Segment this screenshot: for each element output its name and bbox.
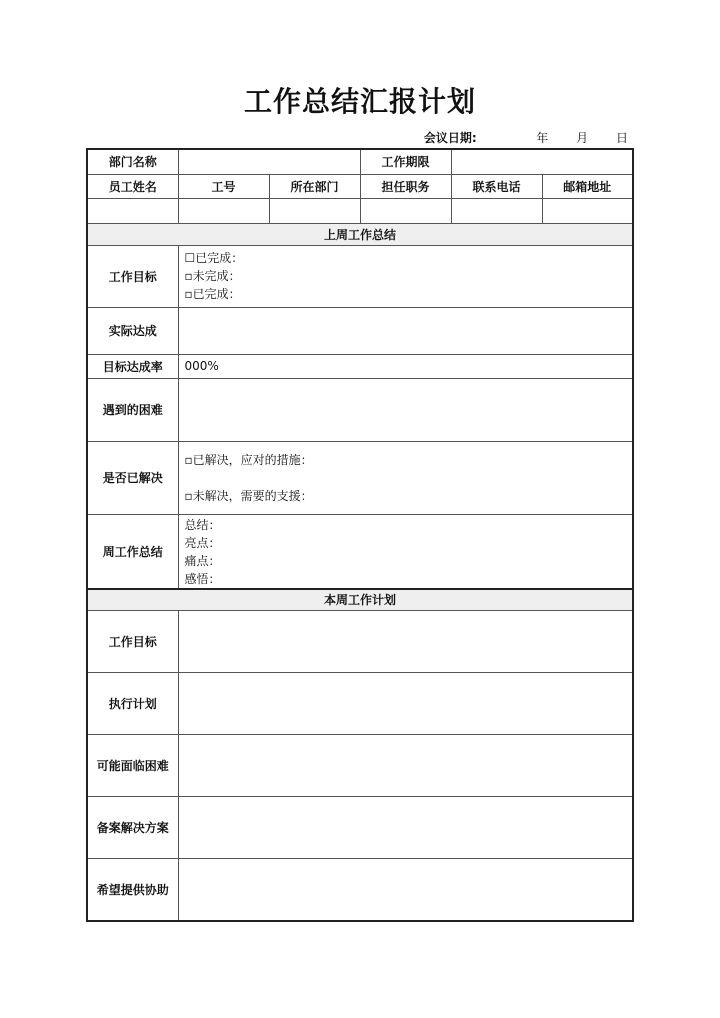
phone-field[interactable]: [451, 198, 542, 223]
report-form: [86, 148, 634, 922]
col-phone: 联系电话: [451, 174, 542, 198]
possible-difficulty-field[interactable]: [178, 735, 633, 797]
dept-name-label: 部门名称: [87, 149, 178, 174]
col-employee-id: 工号: [178, 174, 269, 198]
employee-id-field[interactable]: [178, 198, 269, 223]
goal-completed-line-2: ▫已完成：: [184, 287, 241, 301]
resolved-yes-line: ▫已解决，应对的措施：: [184, 452, 313, 467]
dept-name-field[interactable]: [178, 149, 360, 174]
position-field[interactable]: [360, 198, 451, 223]
resolved-no-line: ▫未解决，需要的支援：: [184, 488, 313, 503]
weekly-summary-label: 周工作总结: [87, 514, 178, 589]
col-position: 担任职务: [360, 174, 451, 198]
col-department: 所在部门: [269, 174, 360, 198]
day-label: 日: [615, 131, 628, 145]
year-label: 年: [536, 131, 549, 145]
employee-name-field[interactable]: [87, 198, 178, 223]
summary-line: 总结：: [184, 517, 221, 532]
assistance-label: 希望提供协助: [87, 859, 178, 921]
work-period-field[interactable]: [451, 149, 633, 174]
resolved-field[interactable]: [178, 441, 633, 514]
this-week-section-title: 本周工作计划: [87, 589, 633, 611]
achieved-field[interactable]: [178, 307, 633, 354]
goal-uncompleted-line: ▫未完成：: [184, 269, 241, 283]
work-period-label: 工作期限: [360, 149, 451, 174]
plan-goal-label: 工作目标: [87, 611, 178, 673]
goal-completed-line: ☐已完成：: [184, 251, 244, 265]
rate-value[interactable]: 000%: [178, 354, 633, 378]
last-goal-field[interactable]: [178, 245, 633, 307]
meeting-date: [424, 129, 628, 146]
rate-label: 目标达成率: [87, 354, 178, 378]
difficulty-label: 遇到的困难: [87, 378, 178, 441]
plan-goal-field[interactable]: [178, 611, 633, 673]
backup-solution-field[interactable]: [178, 797, 633, 859]
col-email: 邮箱地址: [542, 174, 633, 198]
pain-point-line: 痛点：: [184, 553, 221, 568]
execution-plan-field[interactable]: [178, 673, 633, 735]
email-field[interactable]: [542, 198, 633, 223]
resolved-label: 是否已解决: [87, 441, 178, 514]
execution-plan-label: 执行计划: [87, 673, 178, 735]
achieved-label: 实际达成: [87, 307, 178, 354]
backup-solution-label: 备案解决方案: [87, 797, 178, 859]
insight-line: 感悟：: [184, 571, 221, 586]
possible-difficulty-label: 可能面临困难: [87, 735, 178, 797]
assistance-field[interactable]: [178, 859, 633, 921]
highlight-line: 亮点：: [184, 535, 221, 550]
weekly-summary-field[interactable]: [178, 514, 633, 589]
col-employee-name: 员工姓名: [87, 174, 178, 198]
department-field[interactable]: [269, 198, 360, 223]
difficulty-field[interactable]: [178, 378, 633, 441]
last-goal-label: 工作目标: [87, 245, 178, 307]
last-week-section-title: 上周工作总结: [87, 223, 633, 245]
month-label: 月: [576, 131, 589, 145]
page-title: 工作总结汇报计划: [243, 85, 476, 118]
meeting-date-label: 会议日期:: [423, 131, 477, 145]
